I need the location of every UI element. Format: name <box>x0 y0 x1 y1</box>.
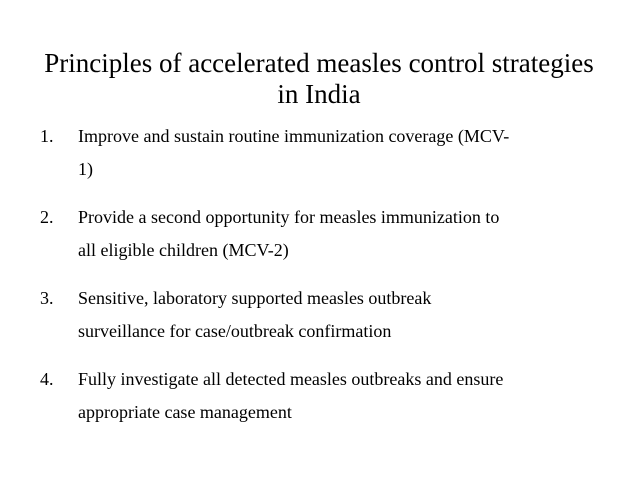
item-text-line: all eligible children (MCV-2) <box>78 240 289 260</box>
item-number: 4. <box>40 369 54 389</box>
item-text-line: Sensitive, laboratory supported measles outbreak <box>78 288 432 308</box>
item-text-line: Fully investigate all detected measles outbreaks and ensure <box>78 369 504 389</box>
item-text-line: Improve and sustain routine immunization coverage (MCV- <box>78 126 510 146</box>
item-number: 2. <box>40 207 54 227</box>
title-line: Principles of accelerated measles control strategies <box>44 48 594 79</box>
slide-title <box>18 48 620 110</box>
principles-list <box>40 120 600 444</box>
list-item <box>40 363 600 429</box>
item-text-line: appropriate case management <box>78 402 292 422</box>
list-item <box>40 201 600 267</box>
item-text-line: Provide a second opportunity for measles immunization to <box>78 207 500 227</box>
list-item <box>40 120 600 186</box>
item-text-line: surveillance for case/outbreak confirmation <box>78 321 392 341</box>
item-number: 1. <box>40 126 54 146</box>
list-item <box>40 282 600 348</box>
item-number: 3. <box>40 288 54 308</box>
item-text-line: 1) <box>78 159 93 179</box>
title-line: in India <box>277 79 361 110</box>
